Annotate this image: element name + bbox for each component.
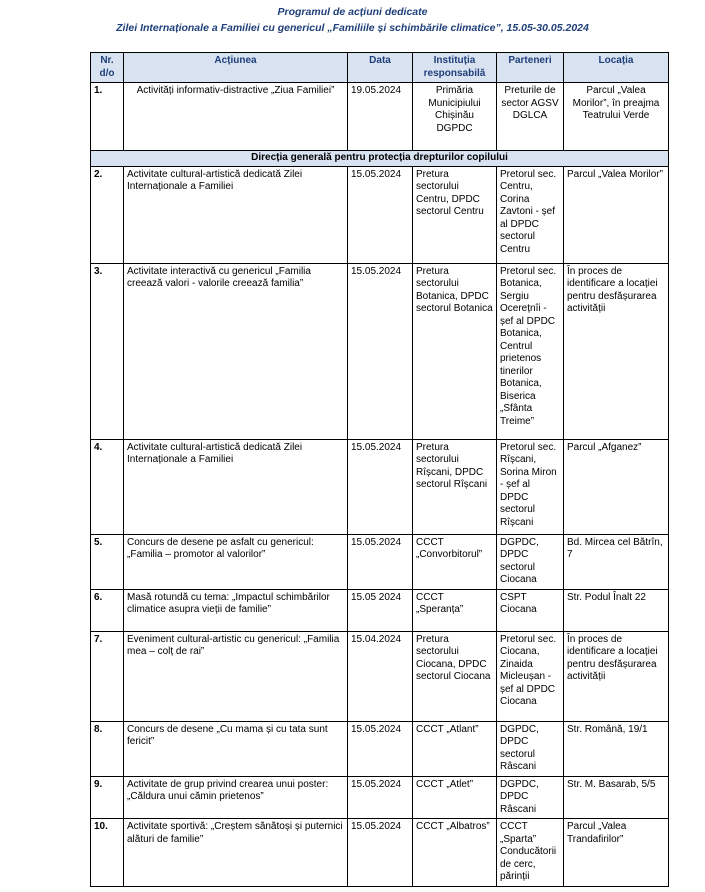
cell-date: 15.05.2024 (348, 819, 413, 887)
cell-action: Activitate interactivă cu genericul „Familia creează valori - valorile creează familia” (124, 263, 348, 439)
cell-action: Activitate cultural-artistică dedicată Zilei Internaționale a Familiei (124, 166, 348, 263)
cell-nr: 3. (91, 263, 124, 439)
column-header-date: Data (348, 53, 413, 83)
cell-partners: CCCT „Sparta” Conducătorii de cerc, părinții (497, 819, 564, 887)
section-row (91, 151, 669, 167)
cell-nr: 5. (91, 534, 124, 589)
cell-action: Activitate cultural-artistică dedicată Zilei Internaționale a Familiei (124, 439, 348, 534)
column-header-action: Acțiunea (124, 53, 348, 83)
cell-partners: CSPT Ciocana (497, 589, 564, 631)
cell-partners: DGPDC, DPDC sectorul Ciocana (497, 534, 564, 589)
table-row (91, 263, 669, 439)
cell-date: 15.05.2024 (348, 263, 413, 439)
table-header-row (91, 53, 669, 83)
cell-date: 15.05.2024 (348, 166, 413, 263)
cell-location: În proces de identificare a locației pentru desfășurarea activității (564, 631, 669, 721)
cell-nr: 6. (91, 589, 124, 631)
cell-date: 15.05.2024 (348, 776, 413, 819)
cell-location: Parcul „Valea Morilor”, în preajma Teatrului Verde (564, 83, 669, 151)
cell-nr: 8. (91, 721, 124, 776)
section-title: Direcția generală pentru protecția drepturilor copilului (91, 151, 669, 167)
column-header-institution: Instituția responsabilă (413, 53, 497, 83)
table-row (91, 721, 669, 776)
cell-nr: 2. (91, 166, 124, 263)
cell-location: Parcul „Valea Trandafirilor” (564, 819, 669, 887)
cell-institution: Pretura sectorului Ciocana, DPDC sectorul Ciocana (413, 631, 497, 721)
cell-location: Bd. Mircea cel Bătrîn, 7 (564, 534, 669, 589)
cell-institution: Primăria Municipiului Chișinău DGPDC (413, 83, 497, 151)
cell-action: Activitate de grup privind crearea unui poster: „Căldura unui cămin prietenos” (124, 776, 348, 819)
program-table (90, 52, 669, 887)
cell-institution: CCCT „Atlant” (413, 721, 497, 776)
table-row (91, 589, 669, 631)
column-header-partners: Parteneri (497, 53, 564, 83)
table-row (91, 83, 669, 151)
table-row (91, 439, 669, 534)
cell-date: 15.04.2024 (348, 631, 413, 721)
cell-nr: 4. (91, 439, 124, 534)
cell-nr: 1. (91, 83, 124, 151)
table-row (91, 631, 669, 721)
cell-location: Parcul „Afganez” (564, 439, 669, 534)
cell-action: Masă rotundă cu tema: „Impactul schimbărilor climatice asupra vieții de familie” (124, 589, 348, 631)
cell-location: Parcul „Valea Morilor” (564, 166, 669, 263)
cell-partners: DGPDC, DPDC Râscani (497, 776, 564, 819)
cell-location: Str. Podul Înalt 22 (564, 589, 669, 631)
cell-partners: Pretorul sec. Botanica, Sergiu Ocerețnîi - șef al DPDC Botanica, Centrul prietenos tinerilor Botanica, Biserica „Sfânta Treime” (497, 263, 564, 439)
document-title-line1: Programul de acțiuni dedicate (277, 6, 428, 18)
cell-location: În proces de identificare a locației pentru desfășurarea activității (564, 263, 669, 439)
cell-partners: Pretorul sec. Ciocana, Zinaida Micleușan - șef al DPDC Ciocana (497, 631, 564, 721)
cell-partners: Pretorul sec. Centru, Corina Zavtoni - șef al DPDC sectorul Centru (497, 166, 564, 263)
cell-location: Str. Română, 19/1 (564, 721, 669, 776)
cell-date: 19.05.2024 (348, 83, 413, 151)
cell-action: Concurs de desene pe asfalt cu genericul: „Familia – promotor al valorilor” (124, 534, 348, 589)
cell-institution: CCCT „Convorbitorul” (413, 534, 497, 589)
cell-institution: Pretura sectorului Rîșcani, DPDC sectorul Rîșcani (413, 439, 497, 534)
cell-nr: 10. (91, 819, 124, 887)
table-row (91, 819, 669, 887)
cell-institution: CCCT „Speranța” (413, 589, 497, 631)
cell-institution: CCCT „Albatros” (413, 819, 497, 887)
cell-institution: CCCT „Atlet” (413, 776, 497, 819)
cell-partners: Pretorul sec. Rîșcani, Sorina Miron - șef al DPDC sectorul Rîșcani (497, 439, 564, 534)
table-row (91, 166, 669, 263)
document-title-line2: Zilei Internaționale a Familiei cu genericul „Familiile și schimbările climatice”, 15.05-30.05.2024 (116, 22, 589, 34)
cell-date: 15.05 2024 (348, 589, 413, 631)
cell-date: 15.05.2024 (348, 534, 413, 589)
cell-action: Activități informativ-distractive „Ziua Familiei” (124, 83, 348, 151)
column-header-location: Locația (564, 53, 669, 83)
table-row (91, 534, 669, 589)
column-header-nr: Nr. d/o (91, 53, 124, 83)
cell-nr: 9. (91, 776, 124, 819)
cell-partners: Preturile de sector AGSV DGLCA (497, 83, 564, 151)
cell-partners: DGPDC, DPDC sectorul Râscani (497, 721, 564, 776)
cell-nr: 7. (91, 631, 124, 721)
cell-date: 15.05.2024 (348, 439, 413, 534)
cell-institution: Pretura sectorului Botanica, DPDC sectorul Botanica (413, 263, 497, 439)
cell-date: 15.05.2024 (348, 721, 413, 776)
cell-action: Activitate sportivă: „Creștem sănătoși și puternici alături de familie” (124, 819, 348, 887)
cell-location: Str. M. Basarab, 5/5 (564, 776, 669, 819)
cell-institution: Pretura sectorului Centru, DPDC sectorul Centru (413, 166, 497, 263)
table-row (91, 776, 669, 819)
cell-action: Eveniment cultural-artistic cu genericul: „Familia mea – colț de rai” (124, 631, 348, 721)
cell-action: Concurs de desene „Cu mama și cu tata sunt fericit” (124, 721, 348, 776)
